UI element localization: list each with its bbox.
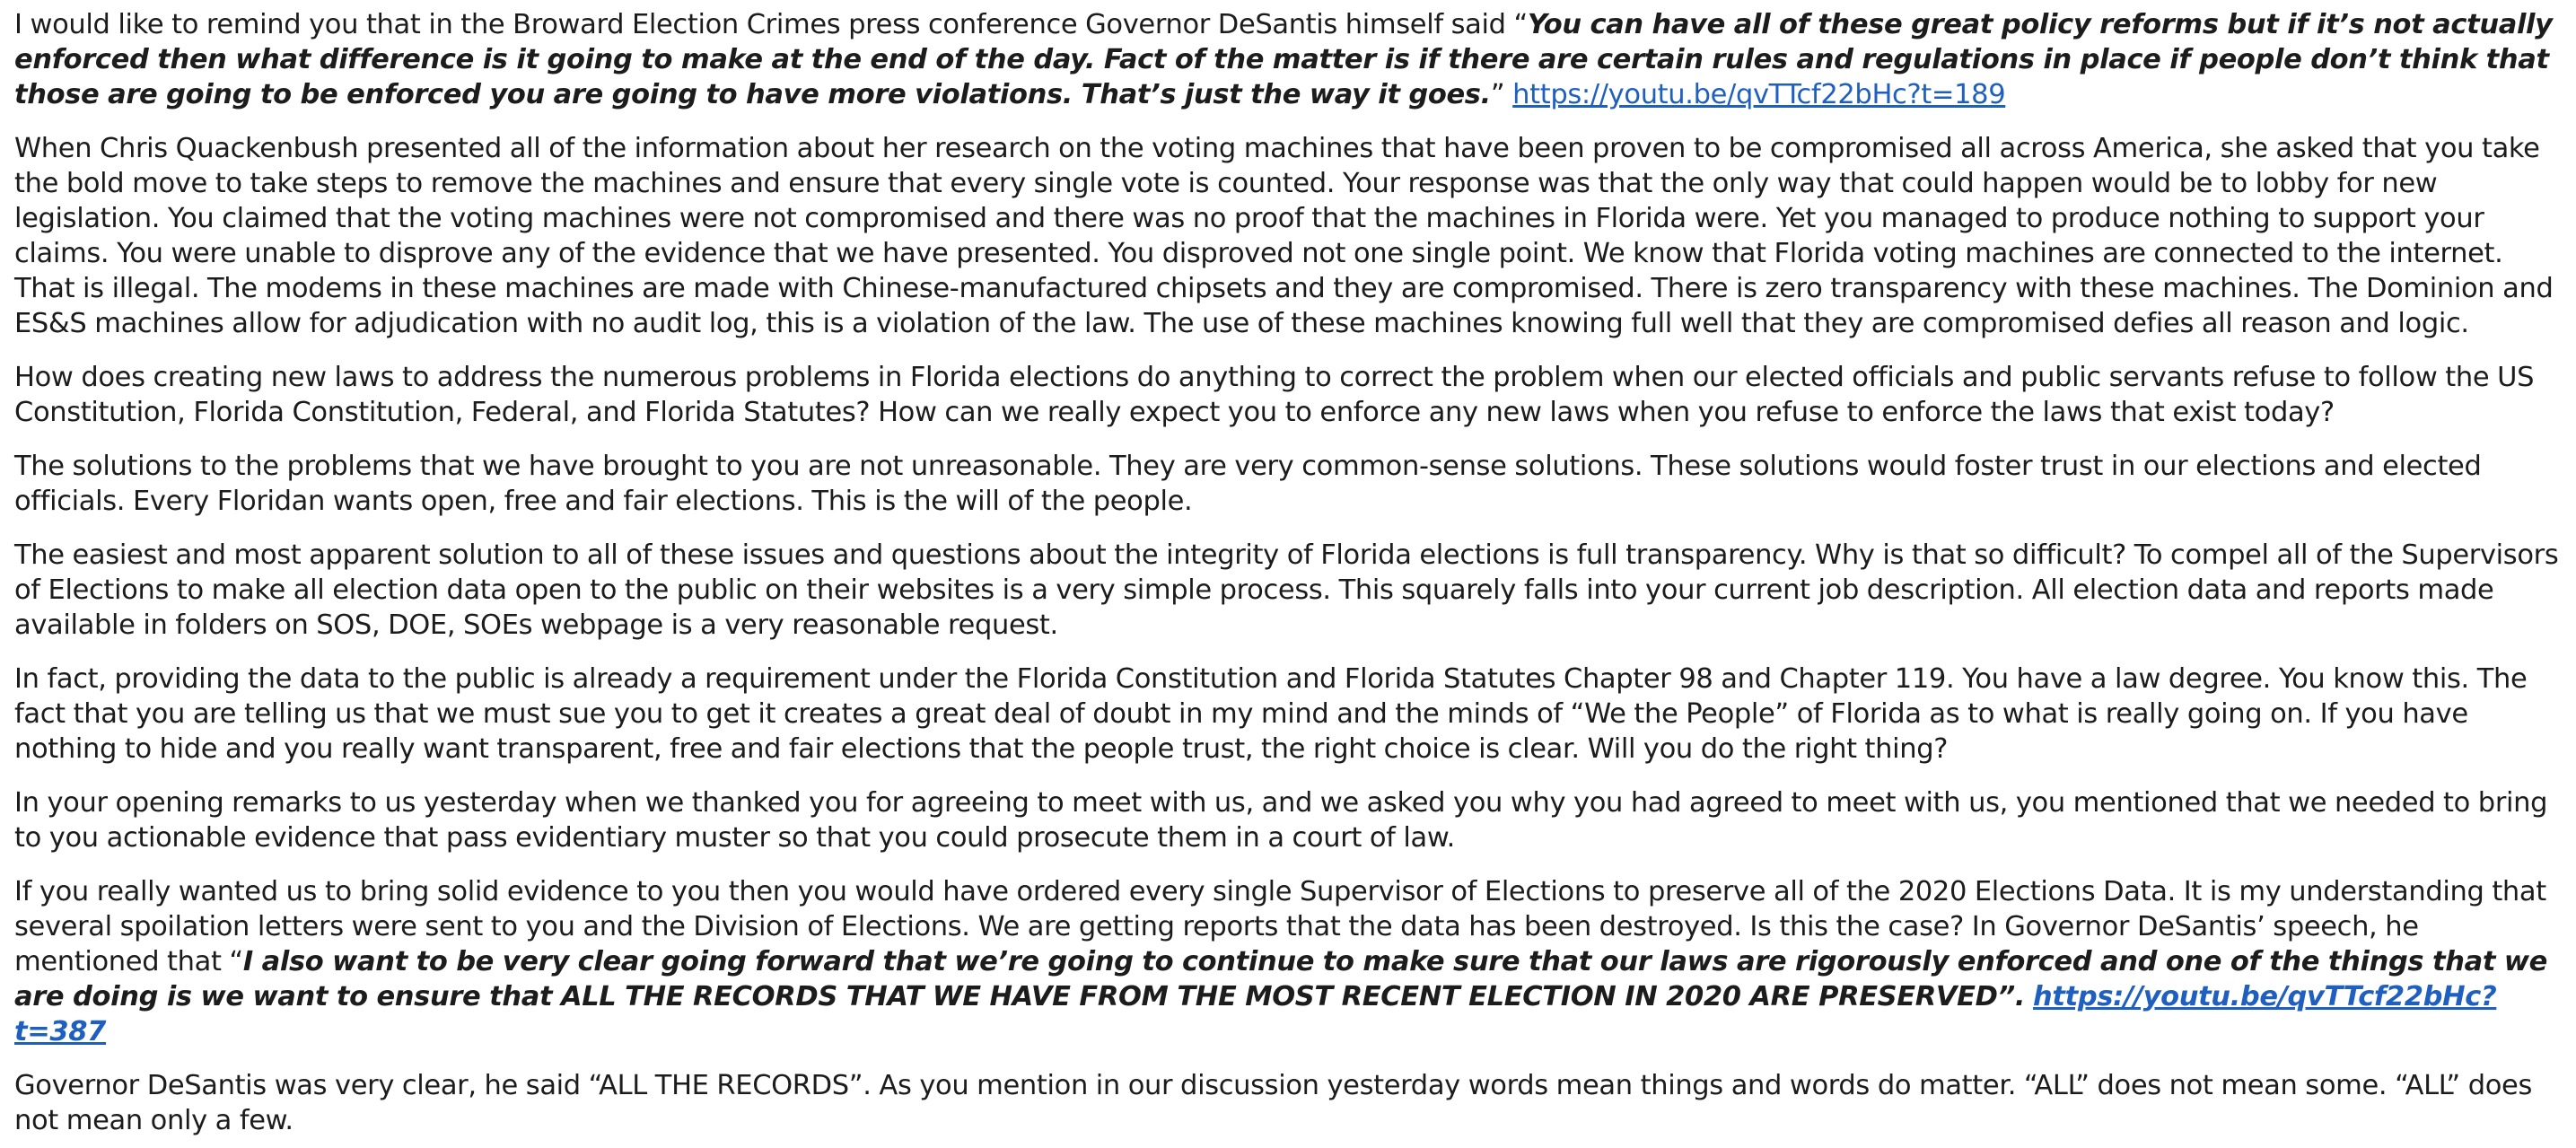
paragraph-8 xyxy=(14,874,2563,1049)
youtube-link-189[interactable]: https://youtu.be/qvTTcf22bHc?t=189 xyxy=(1512,79,2006,110)
paragraph-2: When Chris Quackenbush presented all of the information about her research on the voting machines that have been proven to be compromised all across America, she asked that you take the bold move to take steps to remove the machines and ensure that every single vote is counted. Your response was that the only way that could happen would be to lobby for new legislation. You claimed that the voting machines were not compromised and there was no proof that the machines in Florida were. Yet you managed to produce nothing to support your claims. You were unable to disprove any of the evidence that we have presented. You disproved not one single point. We know that Florida voting machines are connected to the internet. That is illegal. The modems in these machines are made with Chinese-manufactured chipsets and they are compromised. There is zero transparency with these machines. The Dominion and ES&S machines allow for adjudication with no audit log, this is a violation of the law. The use of these machines knowing full well that they are compromised defies all reason and logic. xyxy=(14,133,2554,339)
paragraph-8-lead: If you really wanted us to bring solid evidence to you then you would have ordered every single Supervisor of Elections to preserve all of the 2020 Elections Data. It is my understanding that several spoilation letters were sent to you and the Division of Elections. We are getting reports that the data has been destroyed. Is this the case? In Governor DeSantis’ speech, he mentioned that “ xyxy=(14,876,2546,977)
youtube-link-387[interactable]: https://youtu.be/qvTTcf22bHc?t=387 xyxy=(14,981,2497,1047)
paragraph-6: In fact, providing the data to the public is already a requirement under the Florida Constitution and Florida Statutes Chapter 98 and Chapter 119. You have a law degree. You know this. The fact that you are telling us that we must sue you to get it creates a great deal of doubt in my mind and the minds of “We the People” of Florida as to what is really going on. If you have nothing to hide and you really want transparent, free and fair elections that the people trust, the right choice is clear. Will you do the right thing? xyxy=(14,663,2528,765)
paragraph-9: Governor DeSantis was very clear, he said “ALL THE RECORDS”. As you mention in our discussion yesterday words mean things and words do matter. “ALL” does not mean some. “ALL” does not mean only a few. xyxy=(14,1070,2533,1136)
paragraph-7: In your opening remarks to us yesterday when we thanked you for agreeing to meet with us, and we asked you why you had agreed to meet with us, you mentioned that we needed to bring to you actionable evidence that pass evidentiary muster so that you could prosecute them in a court of law. xyxy=(14,787,2548,854)
paragraph-4: The solutions to the problems that we have brought to you are not unreasonable. They are very common-sense solutions. These solutions would foster trust in our elections and elected officials. Every Floridan wants open, free and fair elections. This is the will of the people. xyxy=(14,451,2482,517)
paragraph-1-lead: I would like to remind you that in the Broward Election Crimes press conference Governor DeSantis himself said “ xyxy=(14,9,1528,40)
desantis-quote-2: I also want to be very clear going forward that we’re going to continue to make sure that our laws are rigorously enforced and one of the things that we are doing is we want to ensure that ALL THE RECORDS THAT WE HAVE FROM THE MOST RECENT ELECTION IN 2020 ARE PRESERVED”. xyxy=(14,946,2547,1012)
paragraph-5: The easiest and most apparent solution to all of these issues and questions about the integrity of Florida elections is full transparency. Why is that so difficult? To compel all of the Supervisors of Elections to make all election data open to the public on their websites is a very simple process. This squarely falls into your current job description. All election data and reports made available in folders on SOS, DOE, SOEs webpage is a very reasonable request. xyxy=(14,539,2559,641)
paragraph-1 xyxy=(14,7,2563,112)
paragraph-3: How does creating new laws to address the numerous problems in Florida elections do anything to correct the problem when our elected officials and public servants refuse to follow the US Constitution, Florida Constitution, Federal, and Florida Statutes? How can we really expect you to enforce any new laws when you refuse to enforce the laws that exist today? xyxy=(14,362,2535,428)
paragraph-8-close xyxy=(2025,981,2033,1012)
paragraph-1-close: ” xyxy=(1490,79,1513,110)
desantis-quote-1: You can have all of these great policy reforms but if it’s not actually enforced then what difference is it going to make at the end of the day. Fact of the matter is if there are certain rules and regulations in place if people don’t think that those are going to be enforced you are going to have more violations. That’s just the way it goes. xyxy=(14,9,2553,110)
